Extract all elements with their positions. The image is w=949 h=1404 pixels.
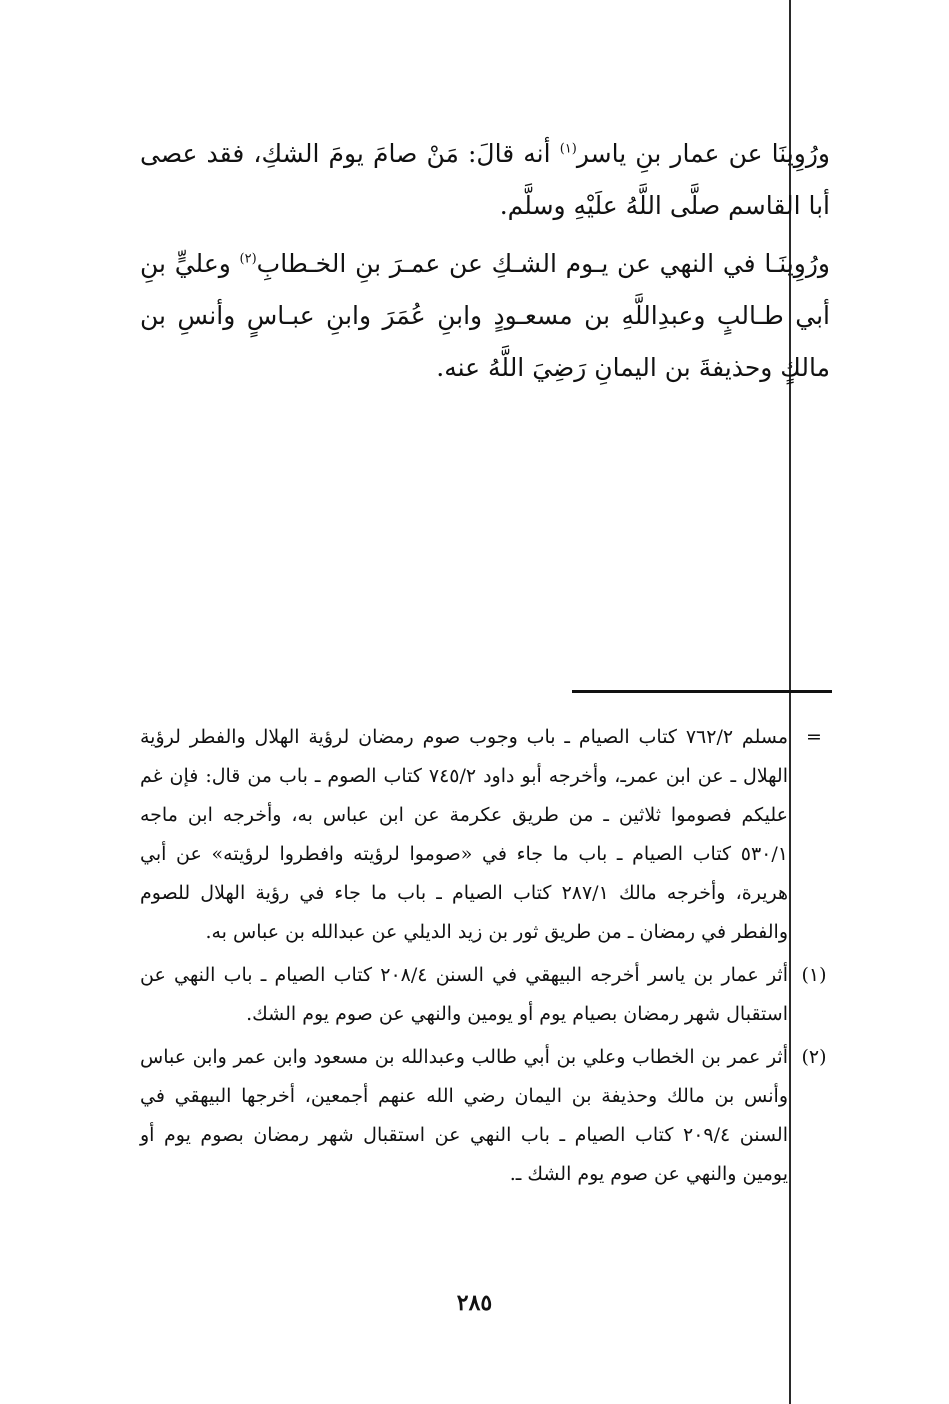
footnote-marker: (١) (801, 964, 827, 986)
paragraph-1-text: ورُوِينَا عن عمار بنِ ياسر$^{(١)}$ أنه قالَ: مَنْ صامَ يومَ الشكِ، فقد عصى أبا القاسم صلَّى اللَّهُ علَيْهِ وسلَّم. (140, 139, 831, 220)
page-number: ٢٨٥ (456, 1290, 493, 1316)
footnote-marker: (٢) (801, 1046, 827, 1068)
footnote-ref-1[interactable]: (١) (559, 141, 577, 157)
footnote-marker: = (806, 726, 822, 748)
footnotes-section (140, 718, 840, 1198)
footnote-continuation (140, 718, 840, 952)
paragraph-1 (140, 128, 830, 232)
footnote-separator (572, 690, 832, 693)
footnote-text: أثر عمر بن الخطاب وعلي بن أبي طالب وعبدالله بن مسعود وابن عمر وابن عباس وأنس بن مالك وحذيفة بن اليمان رضي الله عنهم أجمعين، أخرجها البيهقي في السنن ٢٠٩/٤ كتاب الصيام ـ باب النهي عن استقبال شهر رمضان بصوم يوم أو يومين والنهي عن صوم يوم الشك ـ. (140, 1046, 788, 1185)
footnote-2 (140, 1038, 840, 1194)
footnote-text: أثر عمار بن ياسر أخرجه البيهقي في السنن ٢٠٨/٤ كتاب الصيام ـ باب النهي عن استقبال شهر رمضان بصيام يوم أو يومين والنهي عن صوم يوم الشك. (140, 964, 789, 1025)
footnote-text: مسلم ٧٦٢/٢ كتاب الصيام ـ باب وجوب صوم رمضان لرؤية الهلال والفطر لرؤية الهلال ـ عن ابن عمرـ، وأخرجه أبو داود ٧٤٥/٢ كتاب الصوم ـ باب من قال: فإن غم عليكم فصوموا ثلاثين ـ من طريق عكرمة عن ابن عباس به، وأخرجه ابن ماجه ٥٣٠/١ كتاب الصيام ـ باب ما جاء في «صوموا لرؤيته وافطروا لرؤيته» عن أبي هريرة، وأخرجه مالك ٢٨٧/١ كتاب الصيام ـ باب ما جاء في رؤية الهلال للصوم والفطر في رمضان ـ من طريق ثور بن زيد الديلي عن عبدالله بن عباس به. (140, 726, 788, 943)
paragraph-2-text: ورُوِينَـا في النهي عن يـوم الشـكِ عن عمـرَ بنِ الخـطابِ$^{(٢)}$ وعليٍّ بنِ أبي طـالبٍ وعبدِاللَّهِ بن مسعـودٍ وابنِ عُمَرَ وابنِ عبـاسٍ وأنسِ بن مالكٍ وحذيفةَ بن اليمانِ رَضِيَ اللَّهُ عنه. (140, 249, 830, 382)
paragraph-2 (140, 238, 830, 394)
footnote-1 (140, 956, 840, 1034)
footnote-ref-2[interactable]: (٢) (239, 251, 257, 267)
